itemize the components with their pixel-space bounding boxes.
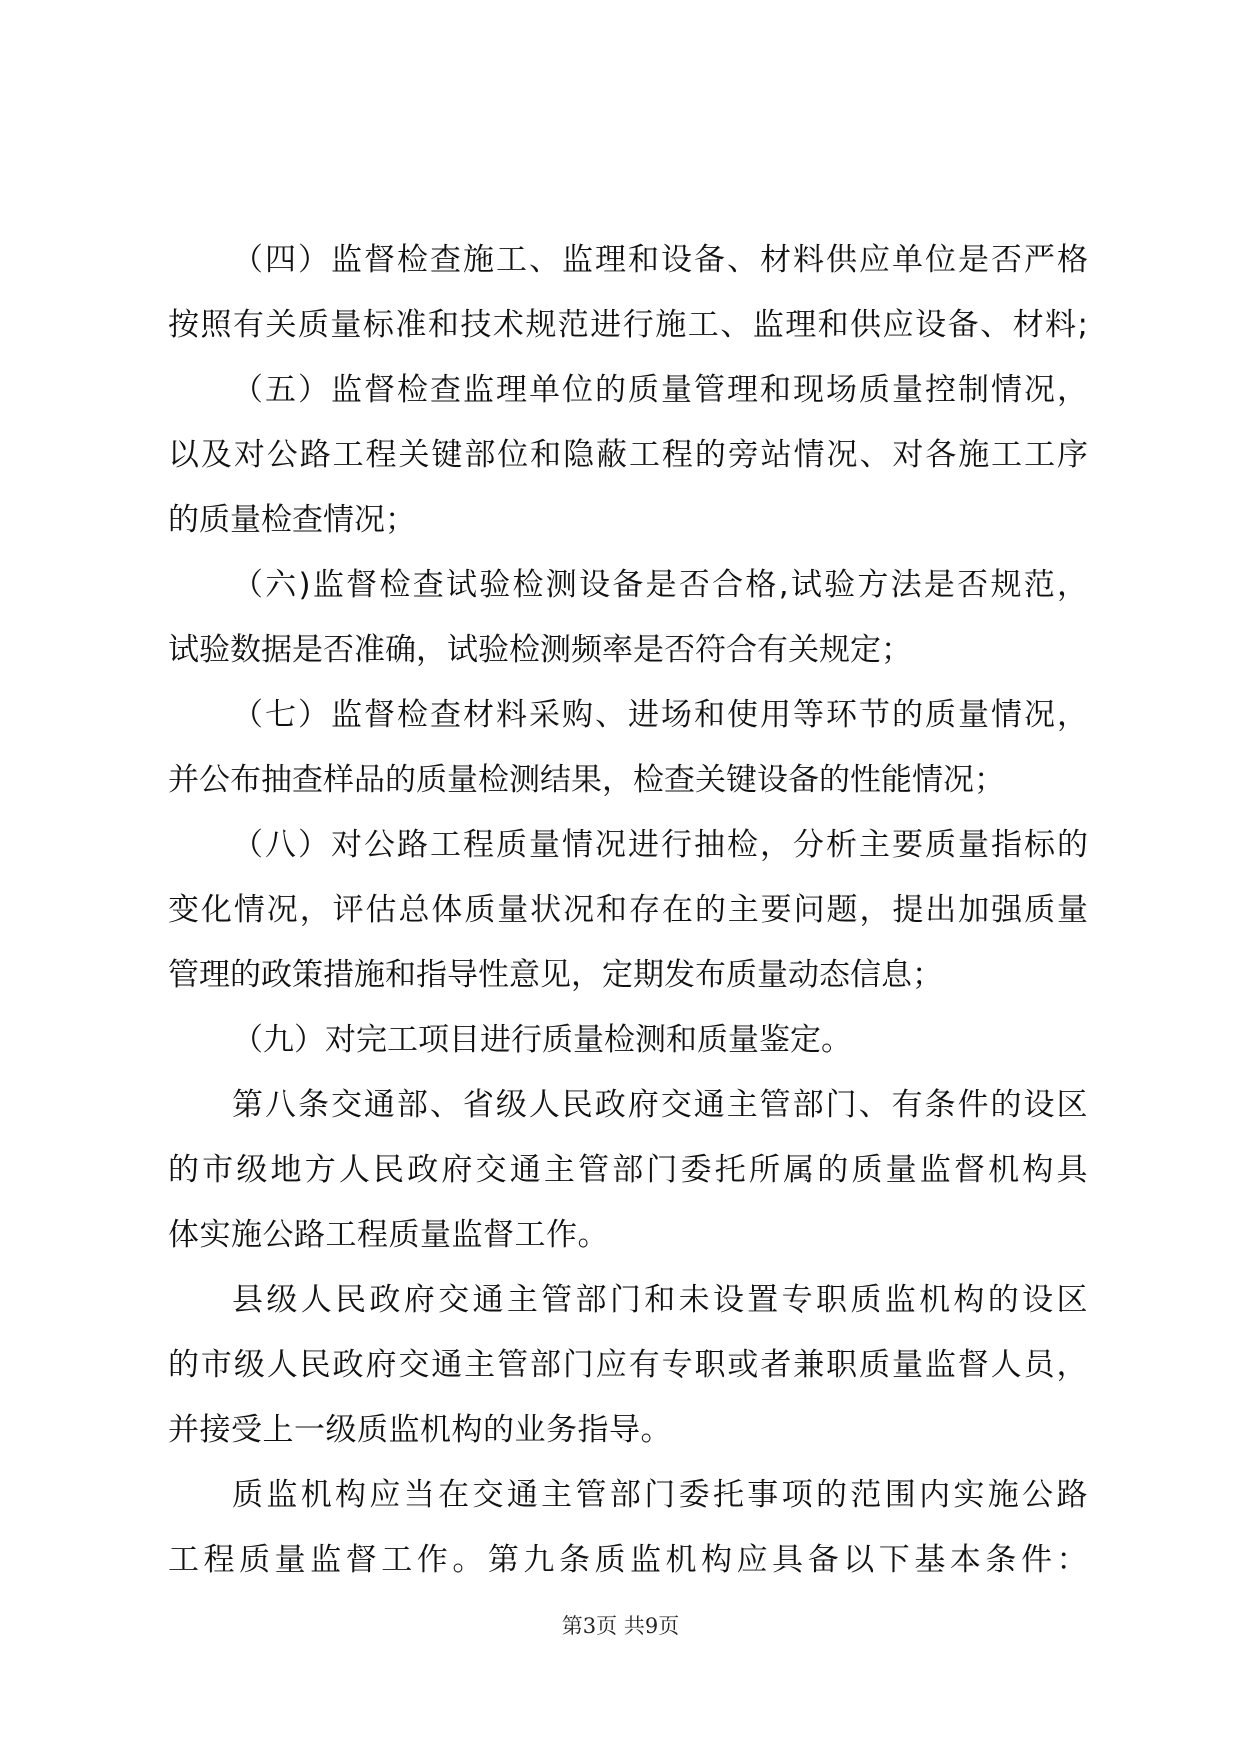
text-line: 第八条交通部、省级人民政府交通主管部门、有条件的设区: [232, 1087, 1088, 1123]
text-line: （四）监督检查施工、监理和设备、材料供应单位是否严格: [232, 242, 1088, 278]
text-line: 工程质量监督工作。第九条质监机构应具备以下基本条件：: [168, 1542, 1088, 1578]
body-text: [168, 228, 1088, 1593]
text-line: 县级人民政府交通主管部门和未设置专职质监机构的设区: [232, 1282, 1088, 1318]
text-line: 的质量检查情况；: [168, 502, 416, 538]
text-line: 并公布抽查样品的质量检测结果，检查关键设备的性能情况；: [168, 762, 1005, 798]
text-line: 的市级地方人民政府交通主管部门委托所属的质量监督机构具: [168, 1152, 1088, 1188]
text-line: （七）监督检查材料采购、进场和使用等环节的质量情况，: [232, 697, 1088, 733]
text-line: 变化情况，评估总体质量状况和存在的主要问题，提出加强质量: [168, 892, 1088, 928]
text-line: 质监机构应当在交通主管部门委托事项的范围内实施公路: [232, 1477, 1088, 1513]
text-line: 管理的政策措施和指导性意见，定期发布质量动态信息；: [168, 957, 943, 993]
text-line: （九）对完工项目进行质量检测和质量鉴定。: [232, 1022, 852, 1058]
page-number-footer: 第3页 共9页: [561, 1614, 680, 1638]
text-line: 试验数据是否准确，试验检测频率是否符合有关规定；: [168, 632, 912, 668]
text-line: 体实施公路工程质量监督工作。: [168, 1217, 609, 1253]
text-line: 的市级人民政府交通主管部门应有专职或者兼职质量监督人员，: [168, 1347, 1088, 1383]
text-line: 以及对公路工程关键部位和隐蔽工程的旁站情况、对各施工工序: [168, 437, 1088, 473]
text-line: （五）监督检查监理单位的质量管理和现场质量控制情况，: [232, 372, 1088, 408]
text-line: 按照有关质量标准和技术规范进行施工、监理和供应设备、材料;: [168, 307, 1088, 343]
text-line: （六)监督检查试验检测设备是否合格,试验方法是否规范，: [232, 567, 1088, 603]
text-line: （八）对公路工程质量情况进行抽检，分析主要质量指标的: [232, 827, 1088, 863]
text-line: 并接受上一级质监机构的业务指导。: [168, 1412, 672, 1448]
